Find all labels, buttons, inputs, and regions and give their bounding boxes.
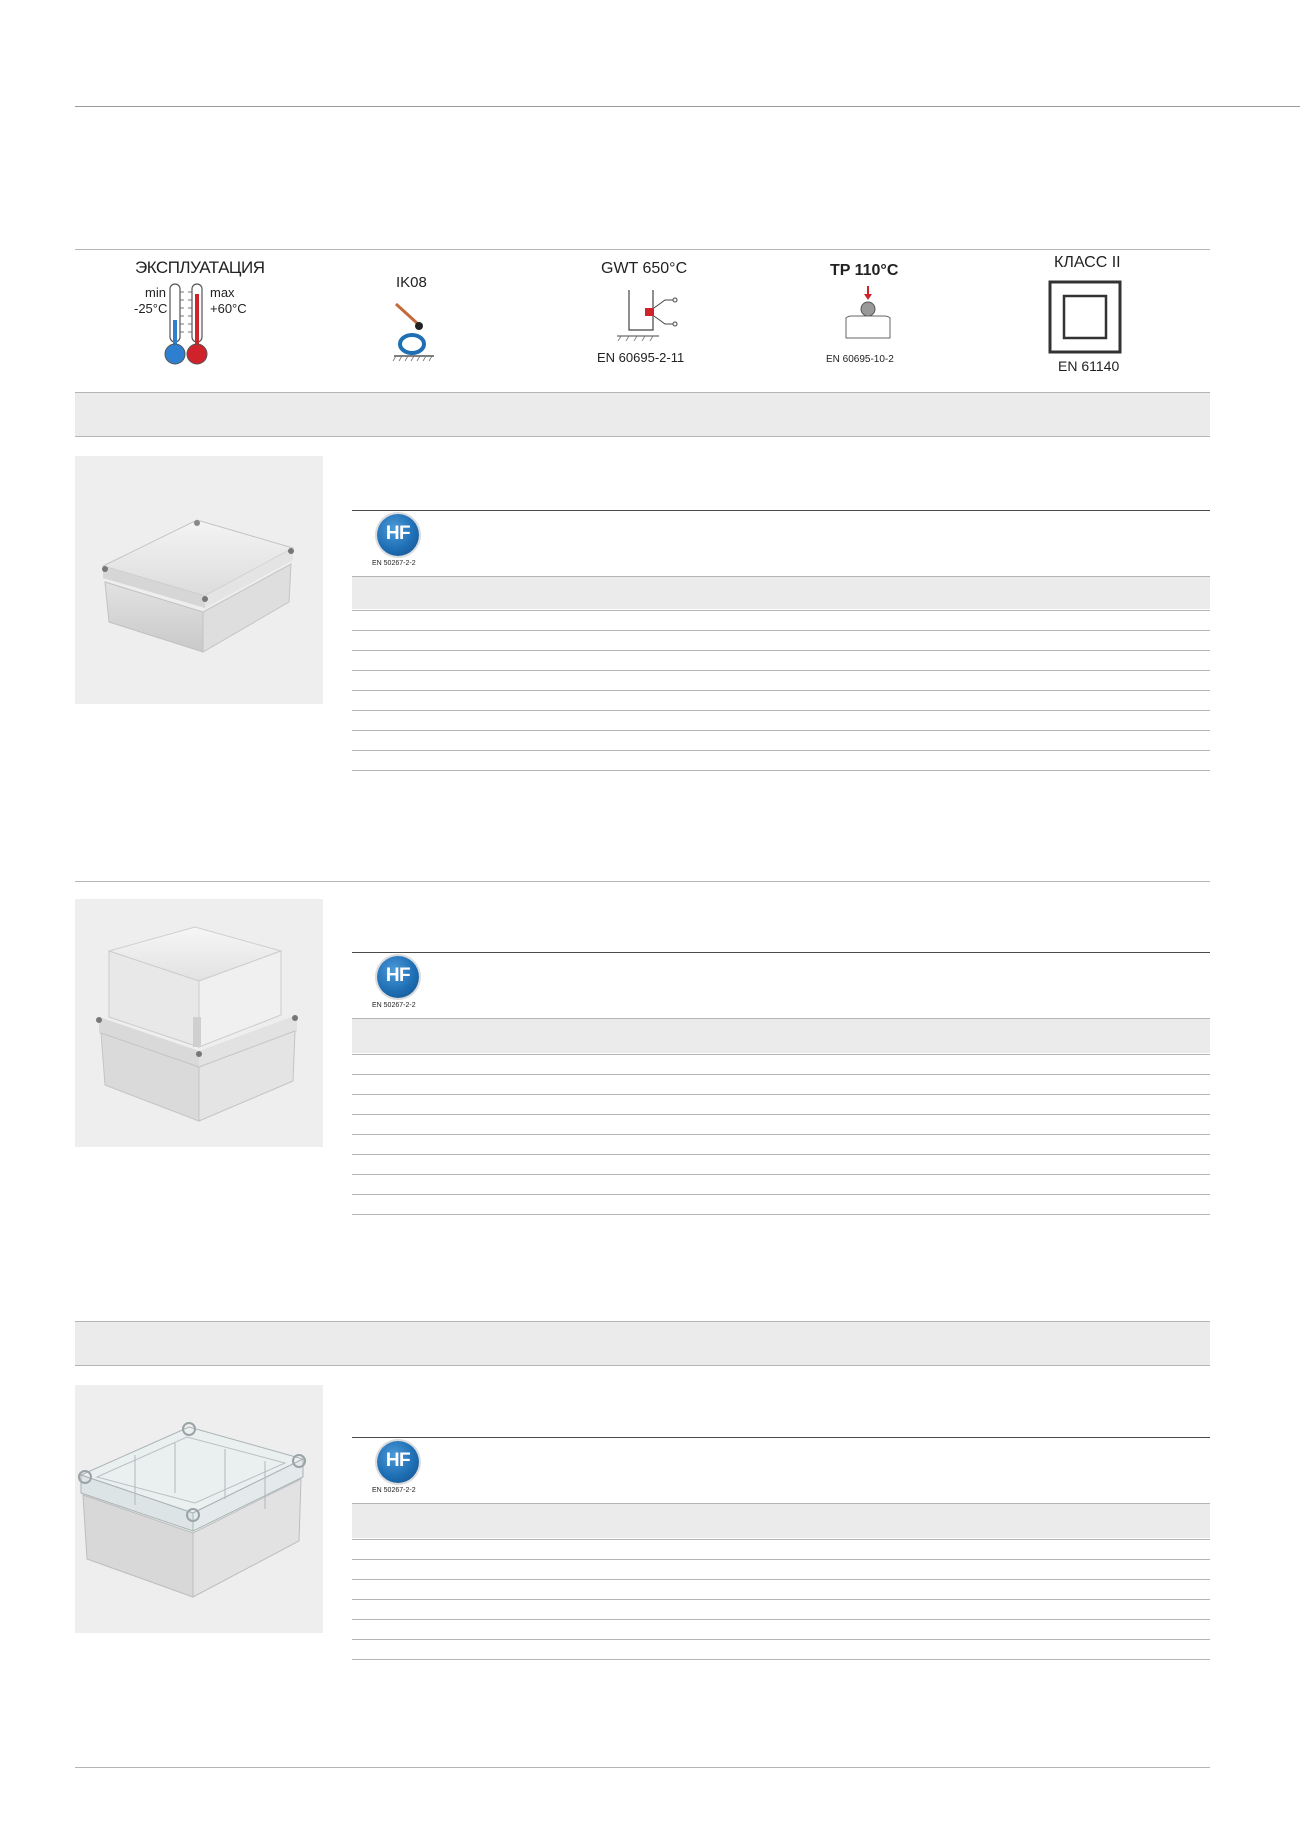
hf-standard: EN 50267-2-2 <box>372 1487 416 1494</box>
section-divider <box>75 881 1210 882</box>
product-3-row-divider <box>352 1659 1210 1660</box>
feature-ball-pressure <box>790 258 1010 382</box>
product-2-row-divider <box>352 1134 1210 1135</box>
ball-pressure-icon <box>838 284 898 344</box>
product-image-deep-box <box>75 899 323 1147</box>
product-1-row-divider <box>352 690 1210 691</box>
product-1-row-divider <box>352 630 1210 631</box>
closed-box-image <box>75 456 323 704</box>
ball-pressure-title: TP 110°C <box>830 262 899 279</box>
product-2-row-divider <box>352 1174 1210 1175</box>
ball-pressure-standard: EN 60695-10-2 <box>826 354 894 365</box>
product-1-row-divider <box>352 710 1210 711</box>
product-3-table-top-rule <box>352 1437 1210 1438</box>
product-3-row-divider <box>352 1559 1210 1560</box>
hf-halogen-free-icon: HF <box>377 1441 419 1483</box>
glow-wire-icon <box>615 286 685 342</box>
glow-wire-standard: EN 60695-2-11 <box>597 350 685 365</box>
hf-halogen-free-icon: HF <box>377 956 419 998</box>
product-1-row-divider <box>352 730 1210 731</box>
product-3-row-divider <box>352 1579 1210 1580</box>
product-2-table-header <box>352 1019 1210 1053</box>
product-2-row-divider <box>352 1074 1210 1075</box>
temperature-title: ЭКСПЛУАТАЦИЯ <box>135 258 265 277</box>
band-1-bottom-rule <box>75 436 1210 437</box>
product-2-row-divider <box>352 1094 1210 1095</box>
temperature-min-value: -25°C <box>134 301 168 316</box>
thermometer-icon <box>160 280 212 370</box>
hf-standard: EN 50267-2-2 <box>372 560 416 567</box>
feature-impact <box>360 258 580 382</box>
product-3-row-divider <box>352 1639 1210 1640</box>
section-header-band-1 <box>75 393 1210 436</box>
glow-wire-title: GWT 650°C <box>601 260 688 277</box>
product-1-row-divider <box>352 650 1210 651</box>
insulation-class-standard: EN 61140 <box>1058 358 1120 374</box>
impact-title: IK08 <box>396 274 427 291</box>
band-2-bottom-rule <box>75 1365 1210 1366</box>
product-2-table-top-rule <box>352 952 1210 953</box>
product-1-table-header-rule <box>352 576 1210 577</box>
product-1-table-top-rule <box>352 510 1210 511</box>
transparent-box-image <box>75 1385 323 1633</box>
product-3-row-divider <box>352 1539 1210 1540</box>
hf-standard: EN 50267-2-2 <box>372 1002 416 1009</box>
temperature-min-label: min <box>145 285 166 300</box>
feature-glow-wire <box>575 258 795 382</box>
top-rule <box>75 106 1300 107</box>
bottom-rule <box>75 1767 1210 1768</box>
hf-halogen-free-icon: HF <box>377 514 419 556</box>
temperature-max-label: max <box>210 285 235 300</box>
product-1-row-divider <box>352 610 1210 611</box>
product-image-transparent-box <box>75 1385 323 1633</box>
product-1-row-divider <box>352 770 1210 771</box>
product-1-table-header <box>352 577 1210 609</box>
product-3-table-header <box>352 1504 1210 1538</box>
feature-insulation-class <box>1020 254 1240 382</box>
product-3-row-divider <box>352 1619 1210 1620</box>
features-top-rule <box>75 249 1210 250</box>
feature-temperature <box>90 256 310 380</box>
product-image-closed-box <box>75 456 323 704</box>
product-1-row-divider <box>352 670 1210 671</box>
product-2-row-divider <box>352 1194 1210 1195</box>
product-2-row-divider <box>352 1114 1210 1115</box>
product-3-row-divider <box>352 1599 1210 1600</box>
product-1-row-divider <box>352 750 1210 751</box>
double-square-icon <box>1046 278 1124 356</box>
product-2-row-divider <box>352 1154 1210 1155</box>
product-2-row-divider <box>352 1214 1210 1215</box>
section-header-band-2 <box>75 1322 1210 1365</box>
deep-box-image <box>75 899 323 1147</box>
product-2-row-divider <box>352 1054 1210 1055</box>
temperature-max-value: +60°C <box>210 301 247 316</box>
insulation-class-title: КЛАСС II <box>1054 254 1121 271</box>
impact-hammer-icon <box>390 298 440 362</box>
